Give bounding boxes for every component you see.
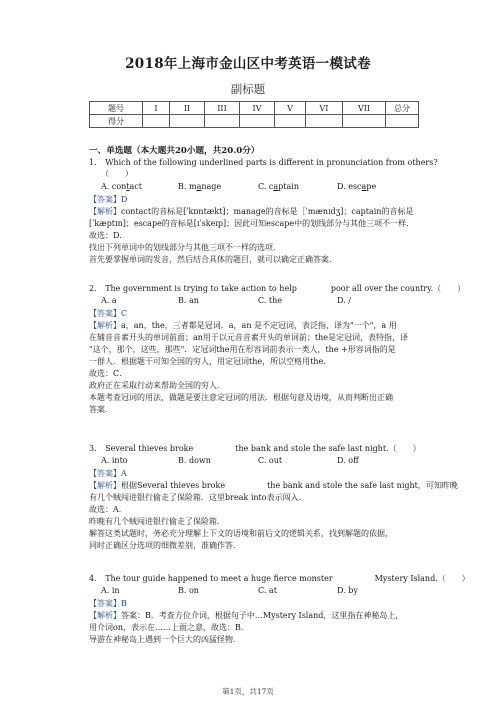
q4-option-c[interactable]: C. at — [258, 586, 277, 595]
question-text: Which of the following underlined parts is different in pronunciation from others? — [105, 158, 438, 167]
score-cell — [386, 115, 419, 128]
q3-option-d[interactable]: D. off — [337, 456, 359, 465]
question-4-stem — [89, 574, 470, 584]
q4-answer: 【答案】B — [89, 599, 127, 608]
score-cell — [240, 115, 275, 128]
q3-option-b[interactable]: B. down — [178, 456, 211, 465]
header-cell: 总分 — [386, 102, 419, 115]
question-text: Mystery Island.（ ） — [374, 574, 470, 583]
q3-option-c[interactable]: C. out — [258, 456, 283, 465]
q3-conclusion: 故选：A． — [89, 505, 127, 514]
q2-option-b[interactable]: B. an — [178, 296, 199, 305]
q4-analysis-line: 【解析】答案：B．考查方位介词，根据句子中…Mystery Island，这里指在神秘岛上， — [89, 611, 404, 620]
analysis-tag: 【解析】 — [89, 611, 121, 620]
q3-note: 同时正确区分选项的细微差别，准确作答． — [89, 541, 241, 550]
header-cell: III — [205, 102, 240, 115]
score-cell — [306, 115, 343, 128]
q1-note: 首先要掌握单词的发音，然后结合具体的题目，就可以确定正确答案． — [89, 255, 337, 264]
header-cell: VII — [343, 102, 386, 115]
question-1-paren: （ ） — [101, 169, 133, 178]
question-number: 4. — [89, 574, 97, 583]
question-2-stem — [89, 284, 465, 294]
header-cell: VI — [306, 102, 343, 115]
q2-option-c[interactable]: C. the — [258, 296, 283, 305]
question-number: 3. — [89, 444, 97, 453]
question-text: Several thieves broke — [105, 444, 194, 453]
q4-option-b[interactable]: B. on — [178, 586, 199, 595]
page-subtitle: 副标题 — [230, 82, 266, 96]
underlined-part: a — [273, 182, 279, 191]
header-cell: IV — [240, 102, 275, 115]
question-text: the bank and stole the safe last night.（ ） — [235, 444, 421, 453]
question-text: poor all over the country.（ ） — [330, 284, 466, 293]
score-table — [89, 101, 419, 128]
q1-option-d[interactable]: D. escape — [337, 182, 377, 191]
q1-option-c[interactable]: C. captain — [258, 182, 300, 191]
q2-option-d[interactable]: D. / — [337, 296, 351, 305]
q4-option-d[interactable]: D. by — [337, 586, 358, 595]
underlined-part: a — [361, 182, 367, 191]
question-3-stem — [89, 444, 421, 454]
q1-note: 找出下列单词中的划线部分与其他三项不一样的选项． — [89, 243, 281, 252]
analysis-tag: 【解析】 — [89, 321, 121, 330]
header-cell: 题号 — [90, 102, 143, 115]
q3-note: 解答这类试题时，务必充分理解上下文的语境和前后文的逻辑关系，找到解题的依据， — [89, 529, 393, 538]
q1-option-a[interactable]: A. contact — [101, 182, 143, 191]
q2-translation: 政府正在采取行动来帮助全国的穷人． — [89, 381, 225, 390]
q2-analysis-line: 一群人．根据题干可知全国的穷人，用定冠词the，所以空格用the． — [89, 357, 332, 366]
q2-conclusion: 故选：C． — [89, 369, 128, 378]
analysis-tag: 【解析】 — [89, 481, 121, 490]
q1-analysis-line: [ˈkæptɪn]；escape的音标是[ɪˈskeɪp]；因此可知escape中的划线部分与其他三项不一样． — [89, 219, 415, 228]
q4-translation: 导游在神秘岛上遇到一个巨大的凶猛怪物． — [89, 635, 241, 644]
q1-conclusion: 故选：D． — [89, 231, 128, 240]
underlined-part: a — [196, 182, 202, 191]
question-1-stem — [89, 158, 438, 168]
q4-analysis-line: 用介词on，表示在……上面之意，故选：B． — [89, 623, 249, 632]
row-label-cell: 得分 — [90, 115, 143, 128]
q3-analysis-line: 【解析】根据Several thieves broke the bank and stole the safe last night，可知昨晚 — [89, 481, 458, 490]
question-text: The government is trying to take action to help — [105, 284, 297, 293]
header-cell: I — [143, 102, 170, 115]
header-cell: V — [275, 102, 306, 115]
q2-analysis-line: 在辅音音素开头的单词前面；an用于以元音音素开头的单词前；the是定冠词，表特指，译 — [89, 333, 409, 342]
question-text: The tour guide happened to meet a huge fierce monster — [105, 574, 333, 583]
section-heading: 一、单选题（本大题共20小题，共20.0分） — [89, 146, 260, 156]
q1-answer: 【答案】D — [89, 195, 128, 204]
score-table-score-row — [90, 115, 419, 128]
q3-option-a[interactable]: A. into — [101, 456, 128, 465]
score-cell — [205, 115, 240, 128]
score-cell — [170, 115, 205, 128]
q2-analysis-line: 【解析】a，an，the，三者都是冠词．a，an 是不定冠词，表泛指，译为"一个"，a 用 — [89, 321, 397, 330]
header-cell: II — [170, 102, 205, 115]
page-title: 2018年上海市金山区中考英语一模试卷 — [125, 56, 371, 72]
q2-answer: 【答案】C — [89, 309, 128, 318]
q1-analysis-line: 【解析】contact的音标是[ˈkɒntækt]；manage的音标是［ˈmænɪdʒ]；captain的音标是 — [89, 207, 414, 216]
q3-translation: 昨晚有几个贼闯进银行偷走了保险箱． — [89, 517, 225, 526]
q3-answer: 【答案】A — [89, 469, 127, 478]
q2-analysis-line: "这个，那个，这些，那些"．定冠词the用在形容词前表示一类人，the +形容词指的是 — [89, 345, 396, 354]
q3-analysis-line: 有几个贼闯进银行偷走了保险箱．这里break into表示闯入． — [89, 493, 307, 502]
q2-note: 本题考查冠词的用法，做题是要注意定冠词的用法．根据句意及语境，从而判断出正确 — [89, 393, 393, 402]
question-number: 1. — [89, 158, 97, 167]
analysis-tag: 【解析】 — [89, 207, 121, 216]
score-cell — [143, 115, 170, 128]
q4-option-a[interactable]: A. in — [101, 586, 120, 595]
score-cell — [343, 115, 386, 128]
score-cell — [275, 115, 306, 128]
q1-option-b[interactable]: B. manage — [178, 182, 222, 191]
question-number: 2. — [89, 284, 97, 293]
q2-option-a[interactable]: A. a — [101, 296, 117, 305]
page-footer: 第1页，共17页 — [222, 687, 274, 696]
q2-note: 答案． — [89, 405, 113, 414]
underlined-part: t — [126, 182, 130, 191]
score-table-header-row — [90, 102, 419, 115]
